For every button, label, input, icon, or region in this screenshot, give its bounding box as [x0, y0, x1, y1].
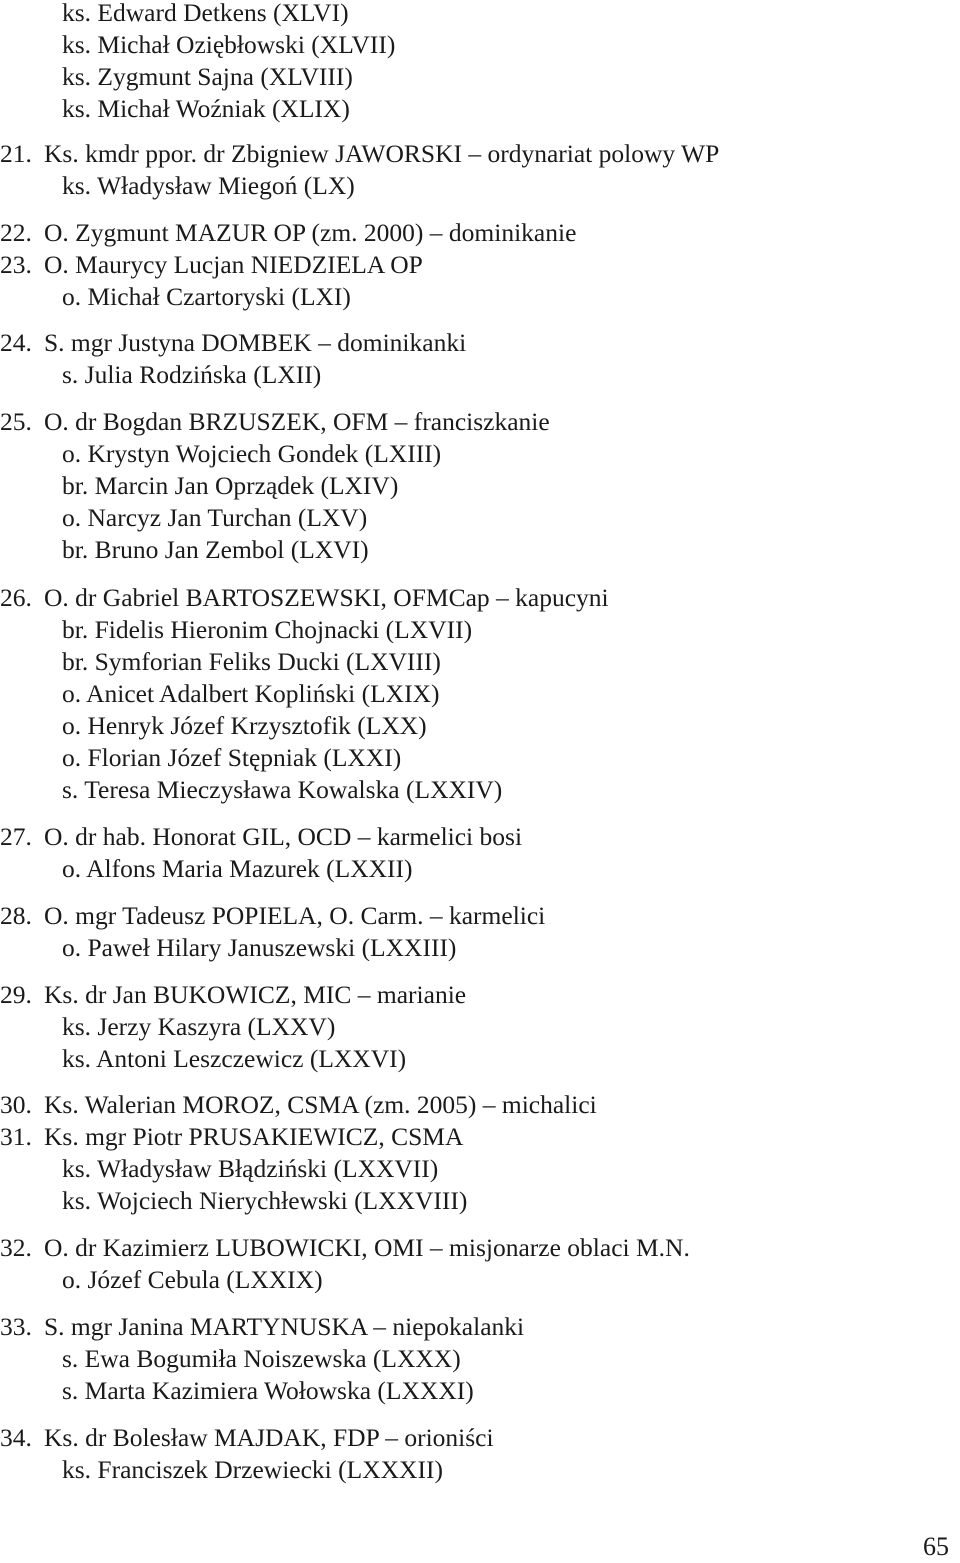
- entry-group: [0, 249, 423, 313]
- member-line: s. Julia Rodzińska (LXII): [62, 360, 322, 389]
- member-line: o. Alfons Maria Mazurek (LXXII): [62, 854, 413, 883]
- entry-group: [0, 1311, 525, 1407]
- lead-members-list: [62, 0, 395, 125]
- entry-heading: Ks. dr Bolesław MAJDAK, FDP – orioniści: [44, 1423, 494, 1452]
- entry-heading: S. mgr Janina MARTYNUSKA – niepokalanki: [44, 1312, 525, 1341]
- member-line: s. Marta Kazimiera Wołowska (LXXXI): [62, 1376, 474, 1405]
- member-line: o. Anicet Adalbert Kopliński (LXIX): [62, 679, 440, 708]
- member-line: o. Henryk Józef Krzysztofik (LXX): [62, 711, 427, 740]
- member-line: ks. Władysław Błądziński (LXXVII): [62, 1154, 439, 1183]
- member-line: o. Michał Czartoryski (LXI): [62, 282, 351, 311]
- entry-number: 29.: [0, 980, 32, 1009]
- entry-group: [0, 1422, 494, 1486]
- entry-group: [0, 406, 550, 566]
- entry-number: 25.: [0, 407, 32, 436]
- member-line: ks. Franciszek Drzewiecki (LXXXII): [62, 1455, 443, 1484]
- entry-heading: S. mgr Justyna DOMBEK – dominikanki: [44, 328, 467, 357]
- entry-heading: O. dr Gabriel BARTOSZEWSKI, OFMCap – kapucyni: [44, 583, 609, 612]
- entry-heading: Ks. dr Jan BUKOWICZ, MIC – marianie: [44, 980, 467, 1009]
- entry-number: 22.: [0, 218, 32, 247]
- entry-number: 23.: [0, 250, 32, 279]
- entry-number: 31.: [0, 1122, 32, 1151]
- member-line: o. Florian Józef Stępniak (LXXI): [62, 743, 402, 772]
- member-line: ks. Michał Woźniak (XLIX): [62, 94, 350, 123]
- member-line: s. Ewa Bogumiła Noiszewska (LXXX): [62, 1344, 461, 1373]
- entry-group: [0, 327, 467, 391]
- entry-number: 24.: [0, 328, 32, 357]
- member-line: ks. Wojciech Nierychłewski (LXXVIII): [62, 1186, 468, 1215]
- member-line: o. Paweł Hilary Januszewski (LXXIII): [62, 933, 457, 962]
- member-line: ks. Jerzy Kaszyra (LXXV): [62, 1012, 336, 1041]
- entry-heading: Ks. Walerian MOROZ, CSMA (zm. 2005) – michalici: [44, 1090, 597, 1119]
- member-line: ks. Antoni Leszczewicz (LXXVI): [62, 1044, 407, 1073]
- member-line: ks. Edward Detkens (XLVI): [62, 0, 349, 27]
- entry-number: 27.: [0, 822, 32, 851]
- entry-heading: O. Maurycy Lucjan NIEDZIELA OP: [44, 250, 423, 279]
- entry-heading: O. mgr Tadeusz POPIELA, O. Carm. – karmelici: [44, 901, 546, 930]
- entry-heading: Ks. mgr Piotr PRUSAKIEWICZ, CSMA: [44, 1122, 464, 1151]
- member-line: o. Krystyn Wojciech Gondek (LXIII): [62, 439, 442, 468]
- member-line: ks. Zygmunt Sajna (XLVIII): [62, 62, 353, 91]
- entry-group: [0, 1232, 690, 1296]
- member-line: br. Symforian Feliks Ducki (LXVIII): [62, 647, 441, 676]
- entry-heading: O. dr Bogdan BRZUSZEK, OFM – franciszkanie: [44, 407, 550, 436]
- entry-heading: O. Zygmunt MAZUR OP (zm. 2000) – dominikanie: [44, 218, 577, 247]
- entry-number: 32.: [0, 1233, 32, 1262]
- member-line: br. Marcin Jan Oprządek (LXIV): [62, 471, 399, 500]
- entry-heading: O. dr Kazimierz LUBOWICKI, OMI – misjonarze oblaci M.N.: [44, 1233, 690, 1262]
- entry-heading: O. dr hab. Honorat GIL, OCD – karmelici bosi: [44, 822, 523, 851]
- page-number: 65: [923, 1532, 949, 1561]
- entry-group: [0, 900, 546, 964]
- entry-number: 34.: [0, 1423, 32, 1452]
- entry-group: [0, 1121, 467, 1217]
- member-line: ks. Michał Oziębłowski (XLVII): [62, 30, 396, 59]
- member-line: o. Józef Cebula (LXXIX): [62, 1265, 323, 1294]
- member-line: o. Narcyz Jan Turchan (LXV): [62, 503, 368, 532]
- entry-group: [0, 821, 523, 885]
- entry-heading: Ks. kmdr ppor. dr Zbigniew JAWORSKI – ordynariat polowy WP: [44, 139, 720, 168]
- member-line: br. Fidelis Hieronim Chojnacki (LXVII): [62, 615, 473, 644]
- entry-group: [0, 138, 720, 202]
- entry-number: 21.: [0, 139, 32, 168]
- entry-number: 26.: [0, 583, 32, 612]
- entry-group: [0, 979, 467, 1075]
- member-line: br. Bruno Jan Zembol (LXVI): [62, 535, 369, 564]
- entry-number: 28.: [0, 901, 32, 930]
- entry-group: [0, 582, 609, 806]
- entry-number: 30.: [0, 1090, 32, 1119]
- member-line: s. Teresa Mieczysława Kowalska (LXXIV): [62, 775, 503, 804]
- entry-number: 33.: [0, 1312, 32, 1341]
- member-line: ks. Władysław Miegoń (LX): [62, 171, 355, 200]
